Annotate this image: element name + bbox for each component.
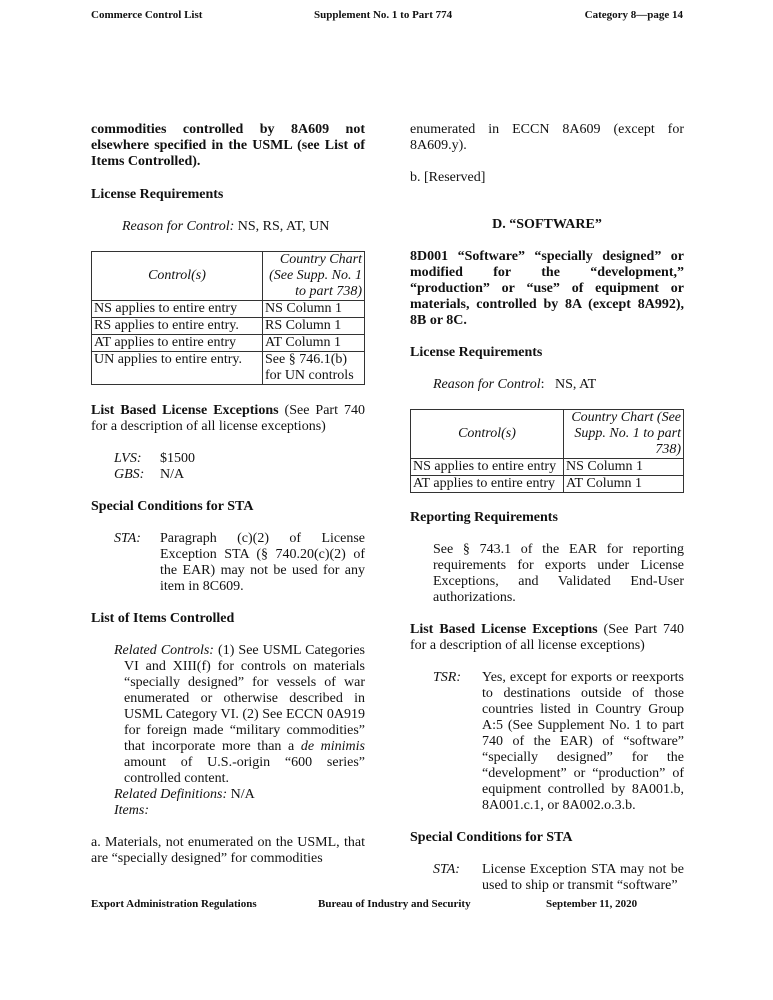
lble-heading: List Based License Exceptions [410,622,598,637]
table-cell: See § 746.1(b) for UN controls [263,352,365,385]
table-row [92,352,365,385]
table-row [92,335,365,352]
table-cell: RS Column 1 [263,318,365,335]
related-controls-label: Related Controls: [114,643,214,658]
control-table [410,409,684,493]
control-table [91,251,365,385]
sta-item [410,862,684,894]
table-cell: NS Column 1 [564,459,684,476]
sta-item [91,531,365,595]
item-a: a. Materials, not enumerated on the USML, that are “specially designed” for commodities [91,835,365,866]
footer-center: Bureau of Industry and Security [318,898,471,910]
lble-key: LVS: [114,451,142,466]
table-cell: AT applies to entire entry [411,476,564,493]
lble-paragraph [410,622,684,654]
reason-value: : NS, AT [540,377,597,392]
related-controls-text: (1) See USML Categories VI and XIII(f) for controls on materials “specially designed” for vessels of war enumerated or otherwise described in USML Category VI. (2) See ECCN 0A919 for foreign made “military commodities” that incorporate more than a [124,643,365,754]
sta-value: Paragraph (c)(2) of License Exception STA (§ 740.20(c)(2) of the EAR) may not be used for any item in 8C609. [160,531,365,594]
table-header-controls: Control(s) [92,252,263,301]
reason-label: Reason for Control [433,377,541,392]
lble-item-gbs [114,467,365,483]
lble-item-lvs [114,451,365,467]
table-row [92,301,365,318]
left-column [91,122,365,867]
header-left: Commerce Control List [91,9,203,21]
lble-value: $1500 [160,451,195,466]
lble-key: GBS: [114,467,145,482]
table-cell: NS applies to entire entry [92,301,263,318]
related-definitions [114,787,365,803]
table-cell: RS applies to entire entry. [92,318,263,335]
license-requirements-heading: License Requirements [410,345,543,360]
intro-bold-text: commodities controlled by 8A609 not elsewhere specified in the USML (see List of Items Controlled). [91,122,365,169]
related-controls-text: amount of U.S.-origin “600 series” controlled content. [124,755,365,786]
reason-for-control [91,219,365,235]
section-title: D. “SOFTWARE” [492,217,602,232]
lble-heading: List Based License Exceptions [91,403,279,418]
reason-for-control [410,377,684,393]
related-definitions-value: N/A [227,787,255,802]
table-cell: AT Column 1 [564,476,684,493]
table-header-country-chart: Country Chart (See Supp. No. 1 to part 738) [564,410,684,459]
footer-right: September 11, 2020 [546,898,638,910]
tsr-value: Yes, except for exports or reexports to destinations outside of those countries listed in Country Group A:5 (See Supplement No. 1 to part 740 of the EAR) of “software” “specially designed” for the “development” or “production” of equipment controlled by 8A001.b, 8A001.c.1, or 8A002.o.3.b. [482,670,684,813]
table-cell: NS applies to entire entry [411,459,564,476]
item-a-continued: enumerated in ECCN 8A609 (except for 8A609.y). [410,122,684,153]
item-b: b. [Reserved] [410,170,486,185]
items-label: Items: [114,803,149,818]
sta-heading: Special Conditions for STA [410,830,573,845]
table-row [411,459,684,476]
reporting-text: See § 743.1 of the EAR for reporting requirements for exports under License Exceptions, and Validated End-User authorizations. [433,542,684,605]
table-row [92,318,365,335]
eccn-title: 8D001 “Software” “specially designed” or modified for the “development,” “production” or “use” of equipment or materials, controlled by 8A (except 8A992), 8B or 8C. [410,249,684,328]
header-right: Category 8—page 14 [584,9,683,21]
right-column [410,122,684,894]
lble-heading-suffix: (See Part 740 for a description of all license exceptions) [410,622,684,653]
sta-value: License Exception STA may not be used to ship or transmit “software” [482,862,684,893]
items-controlled-heading: List of Items Controlled [91,611,235,626]
table-row [411,476,684,493]
table-cell: NS Column 1 [263,301,365,318]
sta-key: STA: [433,862,460,877]
related-controls [114,643,365,787]
header-center: Supplement No. 1 to Part 774 [314,9,453,21]
reporting-heading: Reporting Requirements [410,510,558,525]
table-cell: UN applies to entire entry. [92,352,263,385]
lble-value: N/A [160,467,185,482]
related-definitions-label: Related Definitions: [114,787,228,802]
lble-items [91,451,365,483]
table-cell: AT Column 1 [263,335,365,352]
license-requirements-heading: License Requirements [91,187,224,202]
sta-key: STA: [114,531,141,546]
lble-heading-suffix: (See Part 740 for a description of all license exceptions) [91,403,365,434]
items-controlled-block [91,643,365,819]
footer-left: Export Administration Regulations [91,898,257,910]
reason-value: NS, RS, AT, UN [234,219,330,234]
related-controls-emphasis: de minimis [300,739,365,754]
tsr-key: TSR: [433,670,461,685]
table-header-country-chart: Country Chart (See Supp. No. 1 to part 738) [263,252,365,301]
reason-label: Reason for Control: [122,219,235,234]
table-cell: AT applies to entire entry [92,335,263,352]
sta-heading: Special Conditions for STA [91,499,254,514]
tsr-item [410,670,684,814]
lble-paragraph [91,403,365,435]
table-header-controls: Control(s) [411,410,564,459]
